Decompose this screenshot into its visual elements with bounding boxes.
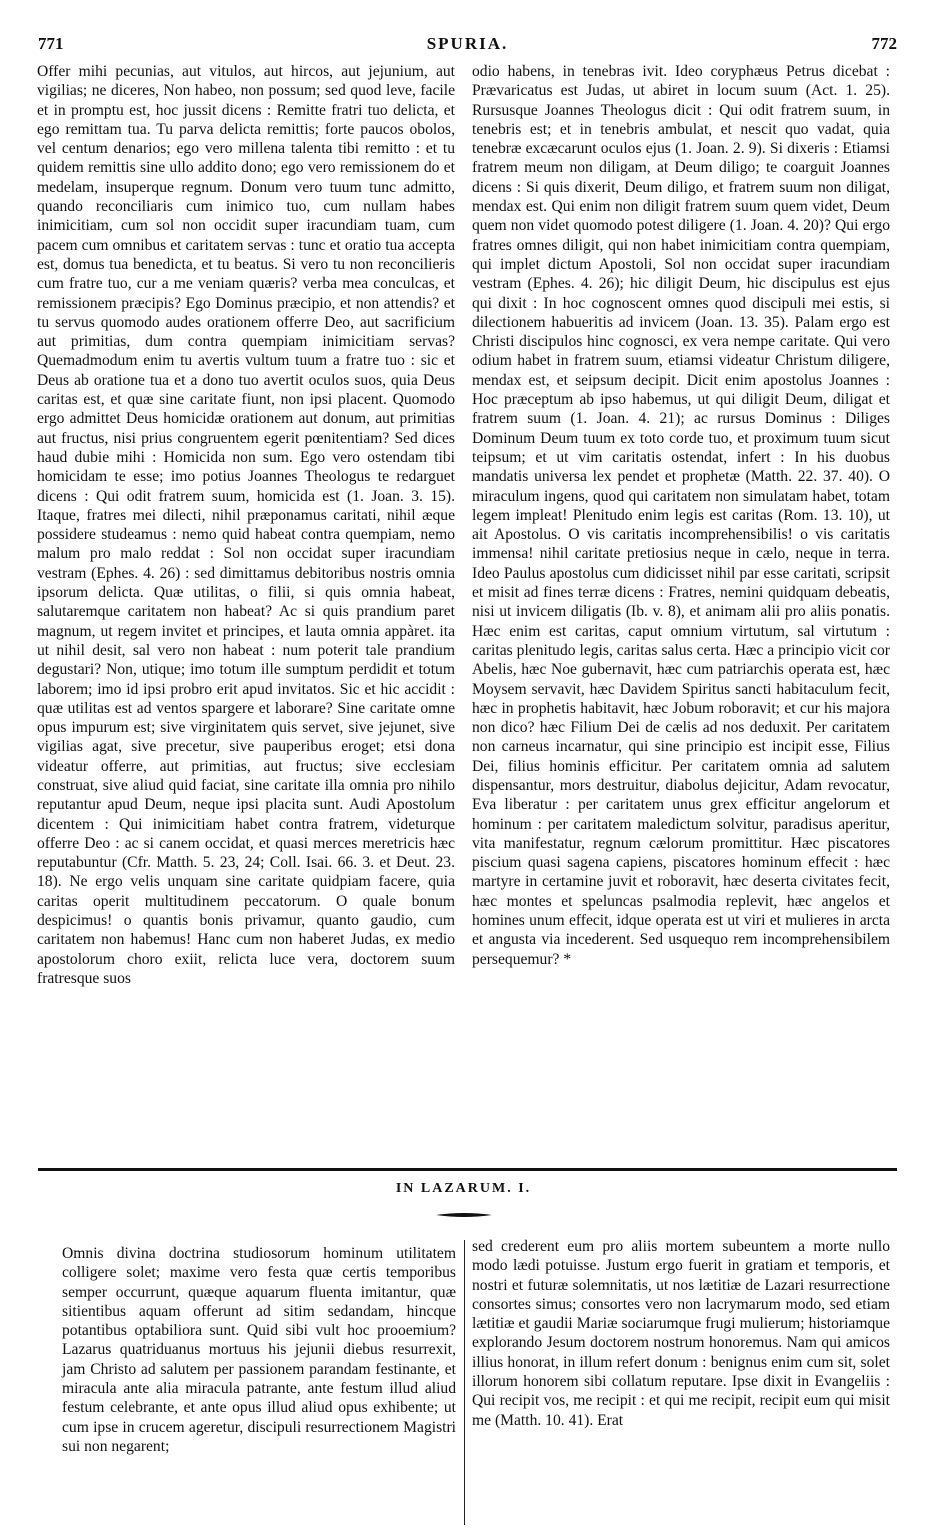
column-divider (464, 1240, 465, 1525)
text-column-top-right (472, 62, 890, 1154)
section-title: IN LAZARUM. I. (395, 1181, 532, 1196)
page-header (38, 34, 897, 58)
paragraph-top-left: Offer mihi pecunias, aut vitulos, aut hircos, aut jejunium, aut vigilias; ne diceres, Non habeo, non possum; sed quod leve, facile et in promptu est, hoc jussit dicens : Remitte fratri tuo delicta, et ego remittam tua. Tu parva delicta remittis; forte paucos obolos, vel centum denarios; ego vero millena talenta tibi remitto : et tu quidem remittis sine ullo addito dono; ego vero remissionem do et medelam, insuperque regnum. Donum vero tuum tunc admitto, quando reconciliaris cum inimico tuo, cum nullam habes inimicitiam, cum sol non occidit super iracundiam tuam, cum pacem cum omnibus et caritatem servas : tunc et oratio tua accepta est, domus tua benedicta, et tu beatus. Si vero tu non reconcilieris cum fratre tuo, cur a me veniam quæris? verba mea conculcas, et remissionem præcipis? Ego Dominus præcipio, et non attendis? et tu servus quomodo audes orationem offerre Deo, aut sacrificium aut primitias, dum contra quempiam inimicitiam servas? Quemadmodum enim tu avertis vultum tuum a fratre tuo : sic et Deus ab oratione tua et a dono tuo avertit oculos suos, quia Deus caritas est, et quæ sine caritate fiunt, non ipsi placent. Quomodo ergo admittet Deus homicidæ orationem aut donum, aut primitias aut fructus, nisi prius congruentem egerit pœnitentiam? Sed dices haud dubie mihi : Homicida non sum. Ego vero ostendam tibi homicidam te esse; imo potius Joannes Theologus te redarguet dicens : Qui odit fratrem suum, homicida est (1. Joan. 3. 15). Itaque, fratres mei dilecti, nihil præponamus caritati, nihil æque possidere studeamus : nemo quid habeat contra quempiam, nemo malum pro malo reddat : Sol non occidat super iracundiam vestram (Ephes. 4. 26) : sed dimittamus debitoribus nostris omnia ipsorum delicta. Quæ utilitas, o filii, si quis omnia habeat, salutaremque caritatem non habeat? Ac si quis prandium paret magnum, ut regem invitet et principes, et lauta omnia appàret. ita ut nihil desit, sal vero non habeat : num poterit tale prandium degustari? Non, utique; imo totum ille sumptum perdidit et totum laborem; imo id ipsi probro erit apud invitatos. Sic et hic accidit : quæ utilitas est ad ventos spargere et laborare? Sine caritate omne opus impurum est; sive virginitatem quis servet, sive jejunet, sive vigilias agat, sive precetur, sive pauperibus eroget; etsi dona videatur offerre, aut primitias, aut fructus; sive ecclesiam construat, sive aliud quid faciat, sine caritate illa omnia pro nihilo reputantur apud Deum, neque ipsi placita sunt. Audi Apostolum dicentem : Qui inimicitiam habet contra fratrem, videturque offerre Deo : ac si canem occidat, et quasi merces meretricis hæc reputabuntur (Cfr. Matth. 5. 23, 24; Coll. Isai. 66. 3. et Deut. 23. 18). Ne ergo velis unquam sine caritate quidpiam facere, quia caritas operit multitudinem peccatorum. O quale bonum despicimus! o quantis bonis privamur, quanto gaudio, cum caritatem non habemus! Hanc cum non haberet Judas, ex medio apostolorum choro exiit, relicta luce vera, doctorem suum fratresque suos (37, 63, 455, 987)
paragraph-top-right: odio habens, in tenebras ivit. Ideo coryphæus Petrus dicebat : Prævaricatus est Judas, ut abiret in locum suum (Act. 1. 25). Rursusque Joannes Theologus dicit : Qui odit fratrem suum, in tenebris est; et in tenebris ambulat, et nescit quo vadat, quia tenebræ excæcarunt oculos ejus (1. Joan. 2. 9). Si dixeris : Etiamsi fratrem meum non diligam, at Deum diligo; te coarguit Joannes dicens : Si quis dixerit, Deum diligo, et fratrem suum non diligat, mendax est. Qui enim non diligit fratrem suum quem videt, Deum quem non videt quomodo potest diligere (1. Joan. 4. 20)? Qui ergo fratres omnes diligit, qui non habet inimicitiam contra quempiam, qui implet dictum Apostoli, Sol non occidat super iracundiam vestram (Ephes. 4. 26); hic diligit Deum, hic discipulus est ejus qui dixit : In hoc cognoscent omnes quod discipuli mei estis, si dilectionem habueritis ad invicem (Joan. 13. 35). Palam ergo est Christi discipulos hinc cognosci, ex vera nempe caritate. Qui vero odium habet in fratrem suum, etiamsi videatur Christum diligere, mendax est, et seipsum decipit. Dicit enim apostolus Joannes : Hoc præceptum ab ipso habemus, ut qui diligit Deum, diligat et fratrem suum (1. Joan. 4. 21); ac rursus Dominus : Diliges Dominum Deum tuum ex toto corde tuo, et proximum tuum sicut teipsum; et ut vim caritatis ostendat, infert : In his duobus mandatis universa lex pendet et prophetæ (Matth. 22. 37. 40). O miraculum ingens, quod qui caritatem non simulatam habet, totam legem impleat! Plenitudo enim legis est caritas (Rom. 13. 10), ut ait Apostolus. O vis caritatis incomprehensibilis! o vis caritatis immensa! nihil caritate pretiosius neque in cælo, neque in terra. Ideo Paulus apostolus cum didicisset nihil par esse caritati, scripsit et misit ad fines terræ dicens : Fratres, nemini quidquam debeatis, nisi ut invicem diligatis (Ib. v. 8), et animam alii pro aliis ponatis. Hæc enim est caritas, caput omnium virtutum, sal virtutum : caritas plenitudo legis, caritas salus certa. Hæc a principio vicit cor Abelis, hæc Noe gubernavit, hæc cum patriarchis operata est, hæc Moysem servavit, hæc Davidem Spiritus sancti habitaculum fecit, hæc in prophetis habitavit, hæc Jobum roboravit; et cur his majora non dico? hæc Filium Dei de cælis ad nos deduxit. Per caritatem non carneus incarnatur, qui sine principio est incipit esse, Filius Dei, filius hominis efficitur. Per caritatem omnia ad salutem dispensantur, mors destruitur, diabolus dejicitur, Adam revocatur, Eva liberatur : per caritatem unus grex efficitur angelorum et hominum : per caritatem maledictum solvitur, paradisus aperitur, vita manifestatur, regnum cælorum promittitur. Hæc piscatores piscium quasi sagena capiens, piscatores hominum effecit : hæc martyre in certamine juvit et roboravit, hæc deserta civitates fecit, hæc montes et speluncas psalmodia replevit, hæc angelos et homines unum effecit, idque operata est ut viri et mulieres in arcta et angusta via incederent. Sed usquequo rem incomprehensibilem persequemur? * (472, 63, 890, 968)
page-number-right: 772 (871, 34, 897, 53)
text-column-bottom-left (62, 1244, 456, 1524)
text-column-top-left (37, 62, 455, 1154)
text-column-bottom-right (472, 1237, 890, 1527)
ornament-divider (436, 1212, 492, 1218)
running-title: SPURIA. (426, 34, 509, 53)
paragraph-bottom-left: Omnis divina doctrina studiosorum hominum utilitatem colligere solet; maxime vero festa quæ certis temporibus semper occurrunt, quæque aquarum fluenta imitantur, quæ sitientibus aquam offerunt ad sitim sedandam, hincque potantibus optabiliora sunt. Quid sibi vult hoc prooemium? Lazarus quatriduanus mortuus his jejunii diebus resurrexit, jam Christo ad salutem per passionem parandam festinante, et miracula ante alia miracula patrante, ante festum illud aliud festum celebrante, et ante opus illud aliud opus exhibente; ut cum ipse in crucem ageretur, discipuli resurrectionem Magistri sui non negarent; (62, 1245, 456, 1455)
section-rule (38, 1168, 897, 1171)
page-number-left: 771 (38, 34, 64, 53)
paragraph-bottom-right: sed crederent eum pro aliis mortem subeuntem a morte nullo modo lædi potuisse. Justum ergo fuerit in gratiam et temporis, et nostri et futuræ solemnitatis, ut nos lætitiæ de Lazari resurrectione consortes simus; consortes vero non lacrymarum modo, sed etiam lætitiæ et gaudii Mariæ sociarumque frugi mulierum; historiamque explorando Jesum doctorem nostrum honoremus. Nam qui amicos illius honorat, in illum refert donum : benignus enim cum sit, solet illorum honorem sibi collatum reputare. Ipse dixit in Evangeliis : Qui recipit vos, me recipit : et qui me recipit, recipit eum qui misit me (Matth. 10. 41). Erat (472, 1238, 890, 1429)
